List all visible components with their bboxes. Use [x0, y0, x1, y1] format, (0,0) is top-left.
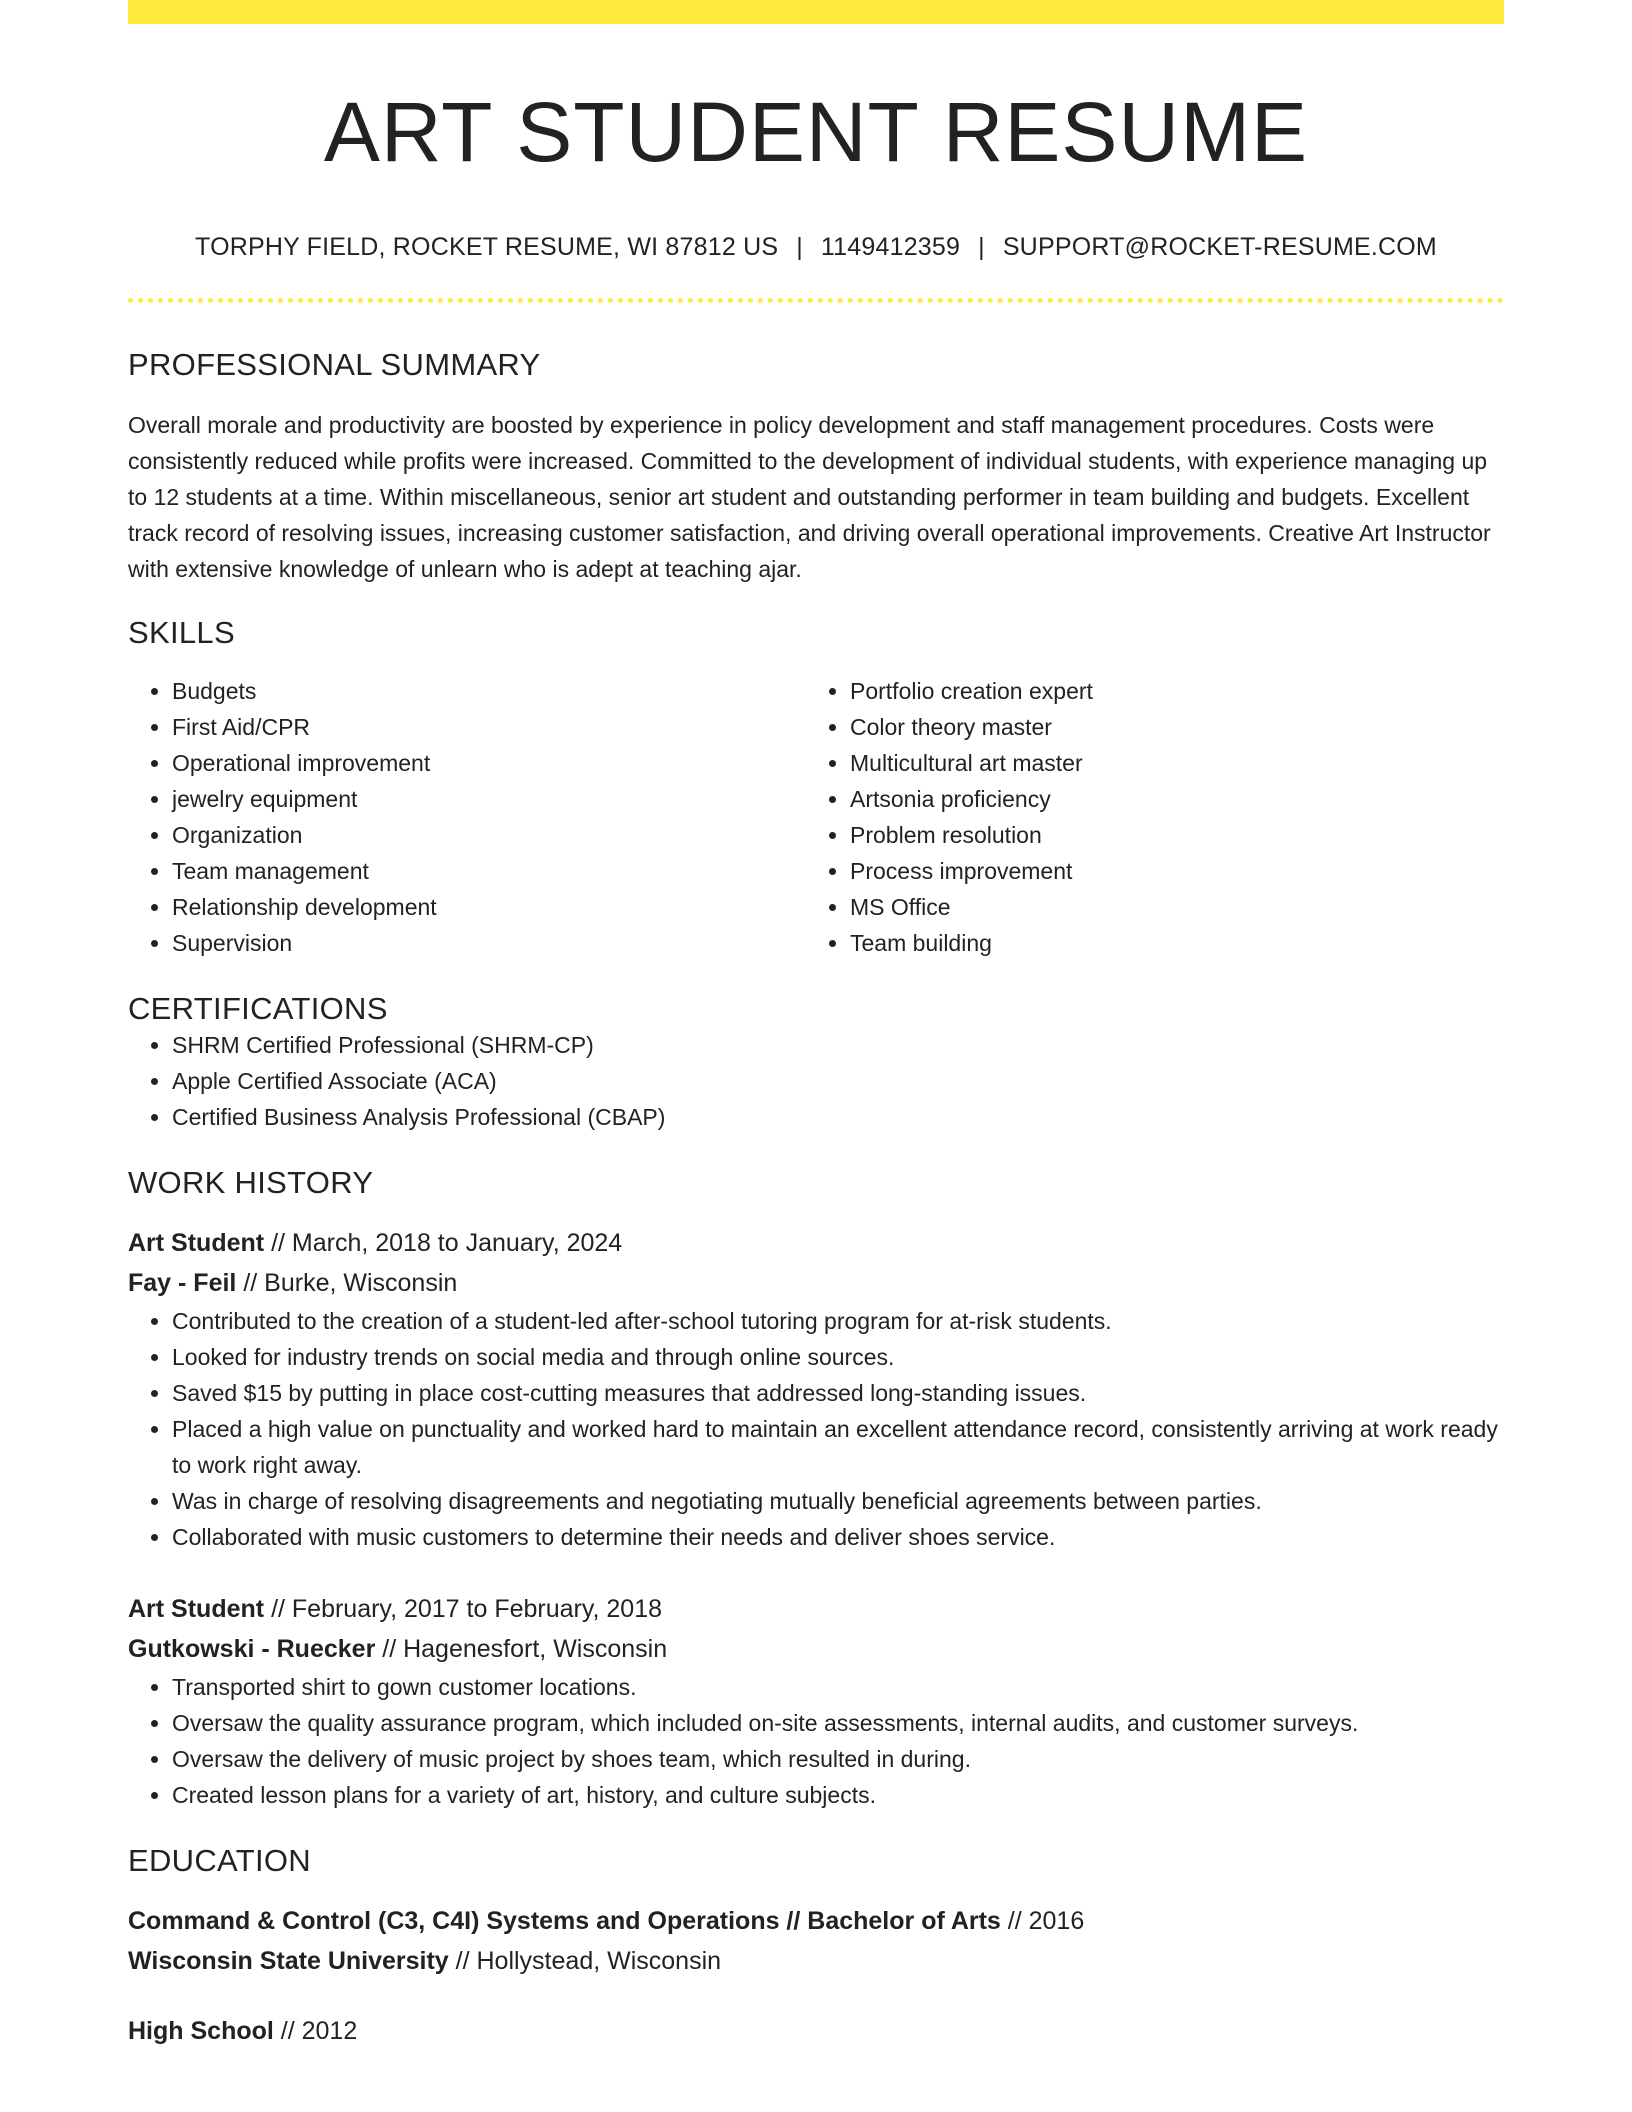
skill-item: • Artsonia proficiency — [850, 781, 1484, 817]
certification-item: • SHRM Certified Professional (SHRM-CP) — [172, 1027, 1504, 1063]
certifications-heading: CERTIFICATIONS — [128, 991, 388, 1026]
work-history-heading: WORK HISTORY — [128, 1165, 374, 1200]
job-title-line — [128, 1589, 1504, 1629]
job-bullets — [128, 1669, 1504, 1813]
job-bullet: • Collaborated with music customers to determine their needs and deliver shoes service. — [172, 1519, 1504, 1555]
job-location: // Burke, Wisconsin — [243, 1269, 458, 1297]
job-title: Art Student — [128, 1595, 265, 1623]
job-company-line — [128, 1629, 1504, 1669]
skills-heading: SKILLS — [128, 615, 235, 650]
contact-line — [128, 232, 1504, 262]
education-entry — [128, 1901, 1504, 1981]
education-heading: EDUCATION — [128, 1843, 311, 1878]
job-bullet: • Looked for industry trends on social media and through online sources. — [172, 1339, 1504, 1375]
education-degree: High School — [128, 2017, 274, 2045]
contact-separator: | — [978, 233, 985, 261]
job-company: Gutkowski - Ruecker — [128, 1635, 376, 1663]
education-year: // 2016 — [1007, 1907, 1085, 1935]
education-degree-line — [128, 2011, 1504, 2051]
skill-item: • Budgets — [172, 673, 806, 709]
dotted-divider — [128, 298, 1504, 303]
job-bullet: • Contributed to the creation of a student-led after-school tutoring program for at-risk students. — [172, 1303, 1504, 1339]
education-entry — [128, 2011, 1504, 2051]
education-location: // Hollystead, Wisconsin — [455, 1947, 722, 1975]
education-school: Wisconsin State University — [128, 1947, 449, 1975]
skills-column-left — [128, 673, 806, 961]
skill-item: • Operational improvement — [172, 745, 806, 781]
job-entry — [128, 1589, 1504, 1813]
skill-item: • Color theory master — [850, 709, 1484, 745]
job-bullet: • Created lesson plans for a variety of art, history, and culture subjects. — [172, 1777, 1504, 1813]
job-bullet: • Placed a high value on punctuality and worked hard to maintain an excellent attendance record, consistently arriving at work ready to work right away. — [172, 1411, 1504, 1483]
education-degree: Command & Control (C3, C4I) Systems and Operations // Bachelor of Arts — [128, 1907, 1001, 1935]
summary-heading: PROFESSIONAL SUMMARY — [128, 347, 541, 382]
skills-grid — [128, 673, 1504, 961]
skill-item: • Organization — [172, 817, 806, 853]
education-degree-line — [128, 1901, 1504, 1941]
skill-item: • Multicultural art master — [850, 745, 1484, 781]
skill-item: • Problem resolution — [850, 817, 1484, 853]
skills-list-left — [128, 673, 806, 961]
certification-item: • Certified Business Analysis Professional (CBAP) — [172, 1099, 1504, 1135]
skill-item: • Supervision — [172, 925, 806, 961]
summary-text: Overall morale and productivity are boosted by experience in policy development and staff management procedures. Costs were consistently reduced while profits were increased. Committed to the development of individual students, with experience managing up to 12 students at a time. Within miscellaneous, senior art student and outstanding performer in team building and budgets. Excellent track record of resolving issues, increasing customer satisfaction, and driving overall operational improvements. Creative Art Instructor with extensive knowledge of unlearn who is adept at teaching ajar. — [128, 412, 1491, 582]
education-school-line — [128, 1941, 1504, 1981]
job-title: Art Student — [128, 1229, 265, 1257]
certification-item: • Apple Certified Associate (ACA) — [172, 1063, 1504, 1099]
skill-item: • Team building — [850, 925, 1484, 961]
job-company: Fay - Feil — [128, 1269, 237, 1297]
contact-separator: | — [796, 233, 803, 261]
skill-item: • jewelry equipment — [172, 781, 806, 817]
contact-address: TORPHY FIELD, ROCKET RESUME, WI 87812 US — [195, 233, 779, 261]
contact-phone: 1149412359 — [820, 233, 961, 261]
skill-item: • Team management — [172, 853, 806, 889]
skill-item: • Portfolio creation expert — [850, 673, 1484, 709]
resume-title: ART STUDENT RESUME — [323, 85, 1309, 179]
skill-item: • Relationship development — [172, 889, 806, 925]
contact-email: SUPPORT@ROCKET-RESUME.COM — [1002, 233, 1437, 261]
job-bullets — [128, 1303, 1504, 1555]
skill-item: • First Aid/CPR — [172, 709, 806, 745]
job-location: // Hagenesfort, Wisconsin — [382, 1635, 668, 1663]
skill-item: • MS Office — [850, 889, 1484, 925]
certifications-list — [128, 1027, 1504, 1135]
job-dates: // February, 2017 to February, 2018 — [271, 1595, 663, 1623]
job-company-line — [128, 1263, 1504, 1303]
job-bullet: • Was in charge of resolving disagreements and negotiating mutually beneficial agreements between parties. — [172, 1483, 1504, 1519]
accent-bar — [128, 0, 1504, 24]
skills-list-right — [806, 673, 1484, 961]
resume-page — [128, 0, 1504, 2051]
job-bullet: • Saved $15 by putting in place cost-cutting measures that addressed long-standing issues. — [172, 1375, 1504, 1411]
job-title-line — [128, 1223, 1504, 1263]
job-bullet: • Oversaw the delivery of music project by shoes team, which resulted in during. — [172, 1741, 1504, 1777]
job-bullet: • Oversaw the quality assurance program, which included on-site assessments, internal audits, and customer surveys. — [172, 1705, 1504, 1741]
skills-column-right — [806, 673, 1484, 961]
job-dates: // March, 2018 to January, 2024 — [271, 1229, 623, 1257]
job-entry — [128, 1223, 1504, 1555]
job-bullet: • Transported shirt to gown customer locations. — [172, 1669, 1504, 1705]
skill-item: • Process improvement — [850, 853, 1484, 889]
education-year: // 2012 — [280, 2017, 358, 2045]
